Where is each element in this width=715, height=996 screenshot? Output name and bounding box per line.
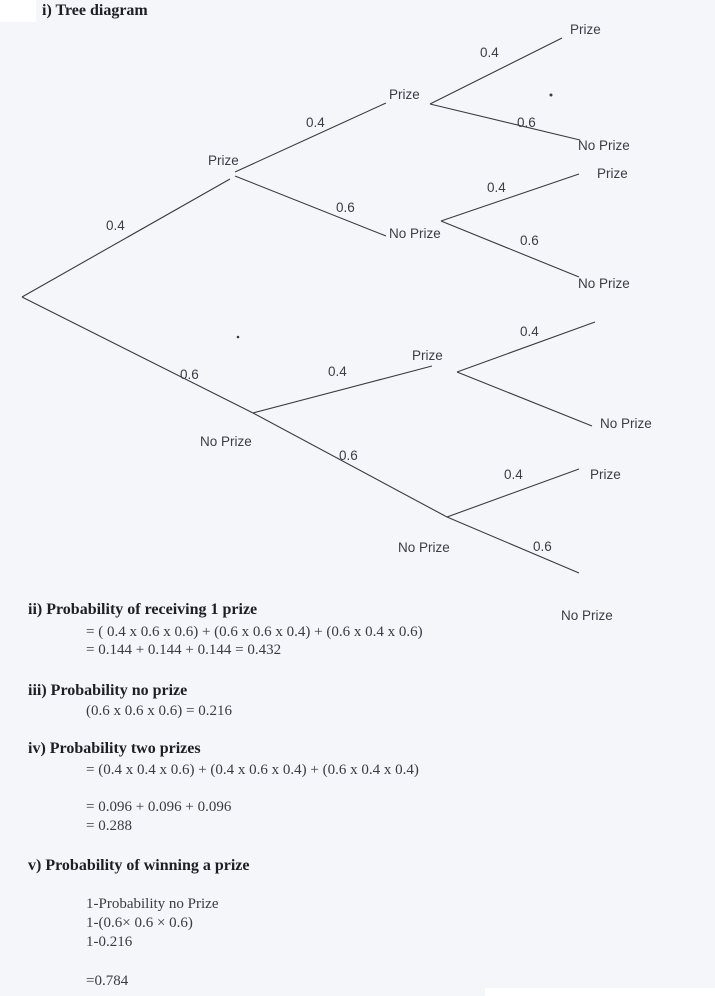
branch-root-upper (22, 179, 230, 297)
prob-l3-8: 0.6 (533, 539, 552, 554)
node-l1-prize: Prize (208, 153, 239, 168)
leaf-8: No Prize (561, 608, 613, 623)
node-l2-4: No Prize (398, 540, 450, 555)
branch-l3-3 (441, 174, 579, 221)
q3-line-1: (0.6 x 0.6 x 0.6) = 0.216 (86, 703, 232, 719)
node-l2-2: No Prize (389, 226, 441, 241)
leaf-2: No Prize (578, 138, 630, 153)
prob-l2-1: 0.4 (306, 115, 325, 130)
branch-l3-4 (441, 221, 579, 277)
leaf-4: No Prize (578, 276, 630, 291)
q5-line-2: 1-(0.6× 0.6 × 0.6) (86, 915, 193, 931)
scan-dot (237, 336, 240, 339)
leaf-6: No Prize (600, 416, 652, 431)
q4-line-3: = 0.288 (86, 818, 132, 834)
q5-line-1: 1-Probability no Prize (86, 896, 219, 912)
q5-line-3: 1-0.216 (86, 934, 133, 950)
branch-root-lower (22, 297, 253, 413)
q2-line-2: = 0.144 + 0.144 + 0.144 = 0.432 (86, 642, 282, 658)
prob-l3-7: 0.4 (504, 467, 523, 482)
q5-title: v) Probability of winning a prize (28, 857, 250, 874)
prob-l3-2: 0.6 (517, 115, 536, 130)
q3-title: iii) Probability no prize (28, 682, 188, 699)
prob-l2-2: 0.6 (336, 200, 355, 215)
branch-l3-6 (457, 372, 592, 426)
prob-l1-upper: 0.4 (106, 218, 125, 233)
tree-diagram-title: i) Tree diagram (42, 2, 148, 19)
prob-l3-3: 0.4 (487, 180, 506, 195)
branch-prize-prize (235, 103, 386, 172)
node-l2-1: Prize (389, 87, 420, 102)
q4-line-2: = 0.096 + 0.096 + 0.096 (86, 799, 232, 815)
prob-l3-4: 0.6 (520, 233, 539, 248)
prob-l1-lower: 0.6 (180, 367, 199, 382)
leaf-7: Prize (590, 467, 621, 482)
prob-l3-1: 0.4 (480, 45, 499, 60)
node-l1-noprize: No Prize (200, 434, 252, 449)
prob-l2-4: 0.6 (339, 448, 358, 463)
q2-title: ii) Probability of receiving 1 prize (28, 601, 258, 618)
branch-noprize-noprize (253, 413, 447, 517)
scan-dot (550, 94, 553, 97)
leaf-1: Prize (570, 22, 601, 37)
branch-prize-noprize (235, 176, 386, 236)
prob-l3-5: 0.4 (520, 324, 539, 339)
node-l2-3: Prize (412, 348, 443, 363)
q4-title: iv) Probability two prizes (28, 740, 201, 757)
q4-line-1: = (0.4 x 0.4 x 0.6) + (0.4 x 0.6 x 0.4) + (0.6 x 0.4 x 0.4) (86, 762, 419, 778)
branch-l3-8 (447, 517, 579, 573)
branch-l3-2 (430, 104, 580, 140)
prob-l2-3: 0.4 (328, 364, 347, 379)
leaf-3: Prize (597, 166, 628, 181)
q5-line-4: =0.784 (86, 973, 129, 989)
scan-margin-bottom (485, 988, 715, 996)
q2-line-1: = ( 0.4 x 0.6 x 0.6) + (0.6 x 0.6 x 0.4) + (0.6 x 0.4 x 0.6) (86, 624, 423, 640)
